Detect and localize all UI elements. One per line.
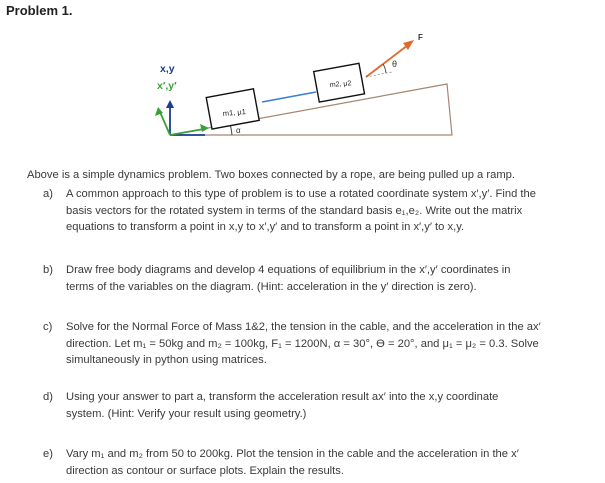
question-line: Solve for the Normal Force of Mass 1&2, the tension in the cable, and the acceleration in the ax′	[66, 321, 541, 333]
question-line: simultaneously in python using matrices.	[66, 354, 267, 366]
question-line: A common approach to this type of problem is to use a rotated coordinate system x′,y′. Find the	[66, 188, 536, 200]
question-line: Draw free body diagrams and develop 4 equations of equilibrium in the x′,y′ coordinates in	[66, 264, 511, 276]
force-arrow	[366, 40, 414, 77]
box-m1-label: m1, μ1	[222, 107, 247, 118]
question-letter: b)	[43, 264, 53, 276]
question-line: system. (Hint: Verify your result using geometry.)	[66, 407, 307, 420]
question-e	[43, 446, 603, 481]
question-line: basis vectors for the rotated system in terms of the standard basis e₁,e₂. Write out the matrix	[66, 204, 523, 217]
box-m2-label: m2, μ2	[329, 80, 352, 89]
axis-label-xyprime: x′,y′	[157, 80, 177, 92]
question-line: direction. Let m₁ = 50kg and m₂ = 100kg, F₁ = 1200N, α = 30°, ϴ = 20°, and μ₁ = μ₂ = 0.3. Solve	[66, 337, 539, 350]
question-d	[43, 389, 603, 424]
question-line: terms of the variables on the diagram. (Hint: acceleration in the y′ direction is zero).	[66, 280, 477, 293]
question-letter: c)	[43, 321, 53, 333]
question-letter: d)	[43, 391, 53, 403]
axis-label-xy: x,y	[160, 63, 175, 75]
question-c	[43, 319, 603, 371]
question-letter: e)	[43, 448, 53, 460]
page-title: Problem 1.	[6, 3, 73, 18]
question-line: Using your answer to part a, transform the acceleration result ax′ into the x,y coordinate	[66, 391, 499, 403]
question-a	[43, 186, 603, 238]
question-line: Vary m₁ and m₂ from 50 to 200kg. Plot the tension in the cable and the acceleration in the x′	[66, 448, 519, 460]
force-angle-arc	[383, 64, 386, 73]
question-line: direction as contour or surface plots. Explain the results.	[66, 464, 344, 477]
ramp-diagram	[0, 0, 605, 165]
intro-text: Above is a simple dynamics problem. Two boxes connected by a rope, are being pulled up a ramp.	[27, 169, 515, 181]
question-line: equations to transform a point in x,y to x′,y′ and to transform a point in x′,y′ to x,y.	[66, 221, 465, 233]
force-angle-label: θ	[392, 59, 398, 69]
question-letter: a)	[43, 188, 53, 200]
force-label: F	[418, 33, 423, 42]
ramp-angle-label: α	[236, 126, 241, 135]
question-b	[43, 262, 603, 297]
rope	[262, 92, 316, 102]
